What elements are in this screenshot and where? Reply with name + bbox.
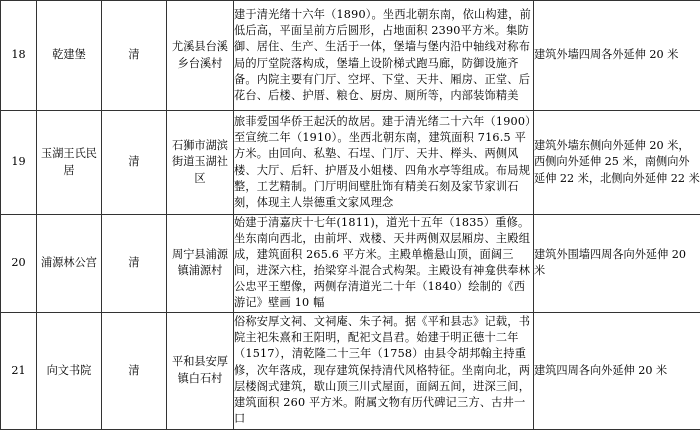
site-description-text: 建于清光绪十六年（1890）。坐西北朝东南，依山构建，前低后高，平面呈前方后圆形，占地面积 2390平方米。集防御、居住、生产、生活于一体，堡墙与堡内沿中轴线对称布局的厅堂院落构成，堡墙上设阶梯式跑马廊，防御设施齐备。内院主要有门厅、空坪、下堂、天井、厢房、正堂、后花台、后楼、护厝、粮仓、厨房、厕所等，内部装饰精美 [234, 7, 533, 104]
site-description [234, 215, 534, 313]
row-number: 20 [1, 215, 37, 313]
site-location: 尤溪县台溪乡台溪村 [167, 1, 234, 111]
table-row [1, 215, 700, 313]
site-name: 乾建堡 [37, 1, 102, 111]
protection-range [534, 215, 700, 313]
site-name: 玉湖王氏民居 [37, 111, 102, 215]
row-number: 19 [1, 111, 37, 215]
protection-range-text: 建筑四周各向外延伸 20 米 [534, 363, 700, 379]
site-era: 清 [102, 1, 167, 111]
table-row [1, 312, 700, 429]
site-description [234, 111, 534, 215]
site-name: 向文书院 [37, 312, 102, 429]
site-era: 清 [102, 312, 167, 429]
protection-range [534, 111, 700, 215]
protection-range-text: 建筑外墙东侧向外延伸 20 米，西侧向外延伸 25 米，南侧向外延伸 22 米，北侧向外延伸 22 米 [534, 138, 700, 186]
site-description-text: 始建于清嘉庆十七年(1811)，道光十五年（1835）重修。坐东南向西北，由前坪、戏楼、天井两侧双层厢房、主殿组成，建筑面积 265.6 平方米。主殿单檐悬山顶，面阔三间，进深六柱，抬梁穿斗混合式构架。主殿设有神龛供奉林公忠平王塑像，两侧存清道光二十年（1840）绘制的《西游记》壁画 10 幅 [234, 215, 533, 312]
table-row [1, 111, 700, 215]
protection-range-text: 建筑外墙四周各外延伸 20 米 [534, 47, 700, 63]
site-era: 清 [102, 215, 167, 313]
site-description [234, 1, 534, 111]
row-number: 21 [1, 312, 37, 429]
row-number: 18 [1, 1, 37, 111]
site-description [234, 312, 534, 429]
site-name: 浦源林公宫 [37, 215, 102, 313]
protection-range [534, 312, 700, 429]
site-description-text: 俗称安厚文祠、文祠庵、朱子祠。据《平和县志》记载，书院主祀朱熹和王阳明，配祀文昌君。始建于明正德十二年（1517），清乾隆二十三年（1758）由县令胡邦翰主持重修，次年落成，现存建筑保持清代风格特征。坐南向北，两层楼阁式建筑，歇山顶三川式屋面，面阔五间，进深三间，建筑面积 260 平方米。附属文物有历代碑记三方、古井一口 [234, 314, 533, 427]
site-location: 石狮市湖滨街道玉湖社区 [167, 111, 234, 215]
table-row [1, 1, 700, 111]
site-location: 周宁县浦源镇浦源村 [167, 215, 234, 313]
site-description-text: 旅菲爱国华侨王起沃的故居。建于清光绪二十六年（1900）至宣统二年（1910）。坐西北朝东南，建筑面积 716.5 平方米。由回向、私塾、石埕、门厅、天井、榉头、两侧风楼、大厅、后轩、护厝及小姐楼、四角水亭等组成。布局规整，工艺精制。门厅明间壁肚饰有精美石刻及家节家训石刻，体现主人崇德重文家风理念 [234, 114, 533, 211]
site-location: 平和县安厚镇白石村 [167, 312, 234, 429]
site-era: 清 [102, 111, 167, 215]
protection-range-text: 建筑外围墙四周各向外延伸 20 米 [534, 247, 700, 279]
protection-range [534, 1, 700, 111]
